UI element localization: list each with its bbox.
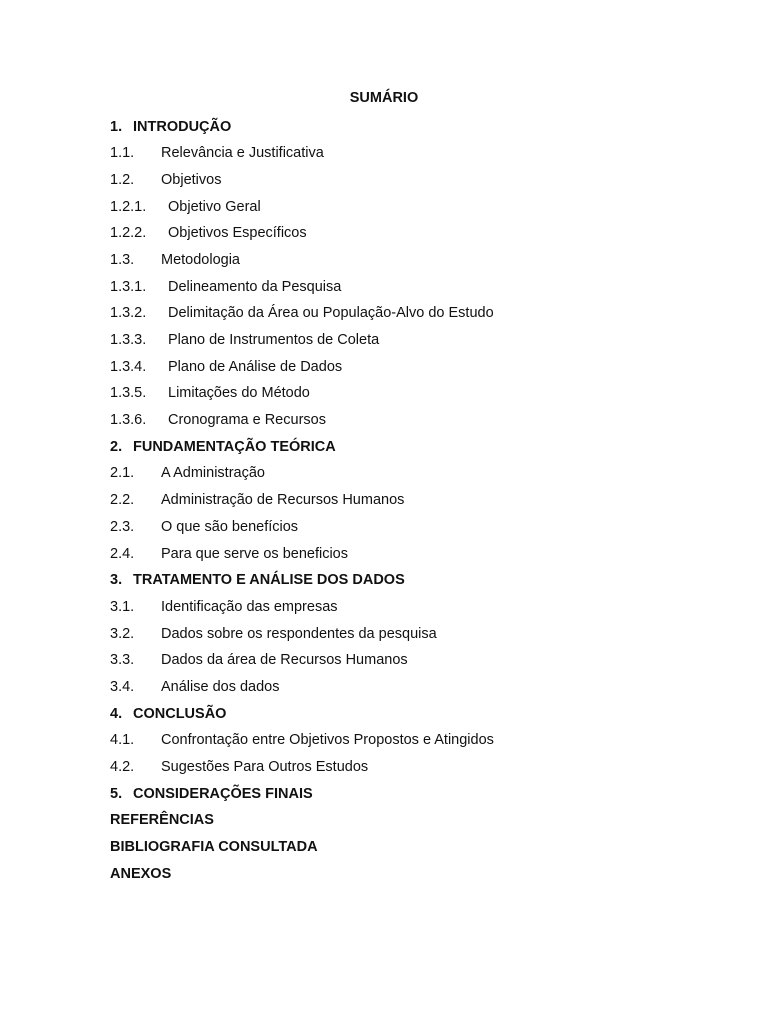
toc-entry bbox=[110, 407, 730, 434]
toc-entry-number: 5. bbox=[110, 785, 123, 802]
toc-entry-text: Identificação das empresas bbox=[161, 598, 338, 615]
toc-entry bbox=[110, 541, 730, 568]
toc-entry bbox=[110, 300, 730, 327]
toc-entry bbox=[110, 460, 730, 487]
toc-entry bbox=[110, 434, 730, 461]
toc-entry-text: Administração de Recursos Humanos bbox=[161, 492, 405, 509]
toc-entry-number: 1.3.1. bbox=[110, 278, 147, 295]
toc-entry-number: 1.3.4. bbox=[110, 358, 147, 375]
toc-entry-text: Análise dos dados bbox=[161, 678, 280, 695]
toc-entry bbox=[110, 807, 730, 834]
toc-entry bbox=[110, 647, 730, 674]
toc-entry-number: 2.3. bbox=[110, 518, 135, 535]
toc-entry-text: BIBLIOGRAFIA CONSULTADA bbox=[110, 839, 318, 856]
toc-entry-number: 2. bbox=[110, 438, 123, 455]
toc-entry-text: FUNDAMENTAÇÃO TEÓRICA bbox=[133, 438, 336, 455]
toc-entry-number: 1.2. bbox=[110, 171, 135, 188]
page-title: SUMÁRIO bbox=[349, 90, 419, 106]
toc-entry-number: 2.1. bbox=[110, 465, 135, 482]
toc-entry-text: Sugestões Para Outros Estudos bbox=[161, 759, 369, 775]
toc-entry bbox=[110, 514, 730, 541]
toc-entry bbox=[110, 754, 730, 781]
toc-entry bbox=[110, 274, 730, 301]
toc-entry-text: Objetivo Geral bbox=[168, 198, 261, 215]
toc-entry-number: 1.2.1. bbox=[110, 198, 147, 215]
toc-entry-number: 2.4. bbox=[110, 545, 135, 562]
toc-entry bbox=[110, 327, 730, 354]
toc-entry-text: Relevância e Justificativa bbox=[161, 145, 324, 162]
toc-entry-text: ANEXOS bbox=[110, 865, 172, 882]
toc-entry-text: INTRODUÇÃO bbox=[133, 118, 232, 135]
toc-entry-number: 3.3. bbox=[110, 652, 135, 669]
toc-entry-text: Plano de Instrumentos de Coleta bbox=[168, 332, 380, 348]
toc-entry-text: Delimitação da Área ou População-Alvo do Estudo bbox=[168, 305, 494, 322]
toc-entry bbox=[110, 621, 730, 648]
toc-entry-number: 3.2. bbox=[110, 625, 135, 642]
toc-entry-text: TRATAMENTO E ANÁLISE DOS DADOS bbox=[133, 572, 405, 589]
toc-entry bbox=[110, 354, 730, 381]
toc-entry-text: Objetivos Específicos bbox=[168, 225, 307, 242]
toc-entry-number: 4.2. bbox=[110, 759, 135, 775]
toc-entry bbox=[110, 140, 730, 167]
toc-entry bbox=[110, 567, 730, 594]
toc-entry-number: 3.4. bbox=[110, 678, 135, 695]
toc-entry bbox=[110, 487, 730, 514]
toc-entry-text: Dados da área de Recursos Humanos bbox=[161, 652, 408, 669]
toc-entry-text: Metodologia bbox=[161, 251, 240, 268]
toc-entry bbox=[110, 247, 730, 274]
toc-entry-number: 2.2. bbox=[110, 492, 135, 509]
toc-entry-text: Objetivos bbox=[161, 171, 222, 188]
toc-entry bbox=[110, 194, 730, 221]
toc-entry-number: 1. bbox=[110, 118, 123, 135]
toc-entry-number: 1.1. bbox=[110, 145, 135, 162]
toc-entry-number: 1.3.3. bbox=[110, 332, 147, 348]
toc-entry bbox=[110, 674, 730, 701]
toc-entry bbox=[110, 220, 730, 247]
toc-entry-text: Cronograma e Recursos bbox=[168, 412, 326, 429]
toc-entry bbox=[110, 594, 730, 621]
toc-entry-text: Dados sobre os respondentes da pesquisa bbox=[161, 625, 437, 642]
toc-entry-text: REFERÊNCIAS bbox=[110, 812, 214, 829]
toc-entry-text: Delineamento da Pesquisa bbox=[168, 278, 342, 295]
toc-entry-text: CONSIDERAÇÕES FINAIS bbox=[133, 785, 313, 802]
toc-entry-number: 1.3.6. bbox=[110, 412, 147, 429]
toc-entry-text: A Administração bbox=[161, 465, 265, 482]
toc-entry-number: 3.1. bbox=[110, 598, 135, 615]
toc-entry-number: 4. bbox=[110, 705, 123, 722]
toc-entry bbox=[110, 701, 730, 728]
toc-entry-number: 1.3.2. bbox=[110, 305, 147, 322]
toc-entry-number: 4.1. bbox=[110, 732, 135, 749]
toc-entry bbox=[110, 114, 730, 141]
toc-entry-number: 1.2.2. bbox=[110, 225, 147, 242]
toc-entry-number: 1.3.5. bbox=[110, 385, 147, 402]
toc-entry-text: CONCLUSÃO bbox=[133, 705, 227, 722]
toc-entry bbox=[110, 834, 730, 861]
toc-entry-text: Plano de Análise de Dados bbox=[168, 358, 343, 375]
toc-entry bbox=[110, 861, 730, 888]
toc-entry bbox=[110, 380, 730, 407]
toc-entry bbox=[110, 167, 730, 194]
toc-entry-number: 1.3. bbox=[110, 251, 135, 268]
toc-entry-text: Confrontação entre Objetivos Propostos e Atingidos bbox=[161, 732, 494, 749]
toc-entry bbox=[110, 781, 730, 808]
toc-entry-text: Para que serve os beneficios bbox=[161, 545, 348, 562]
toc-entry bbox=[110, 727, 730, 754]
toc-entry-text: O que são benefícios bbox=[161, 518, 299, 535]
table-of-contents bbox=[110, 114, 730, 888]
toc-entry-text: Limitações do Método bbox=[168, 385, 310, 402]
toc-entry-number: 3. bbox=[110, 572, 123, 589]
